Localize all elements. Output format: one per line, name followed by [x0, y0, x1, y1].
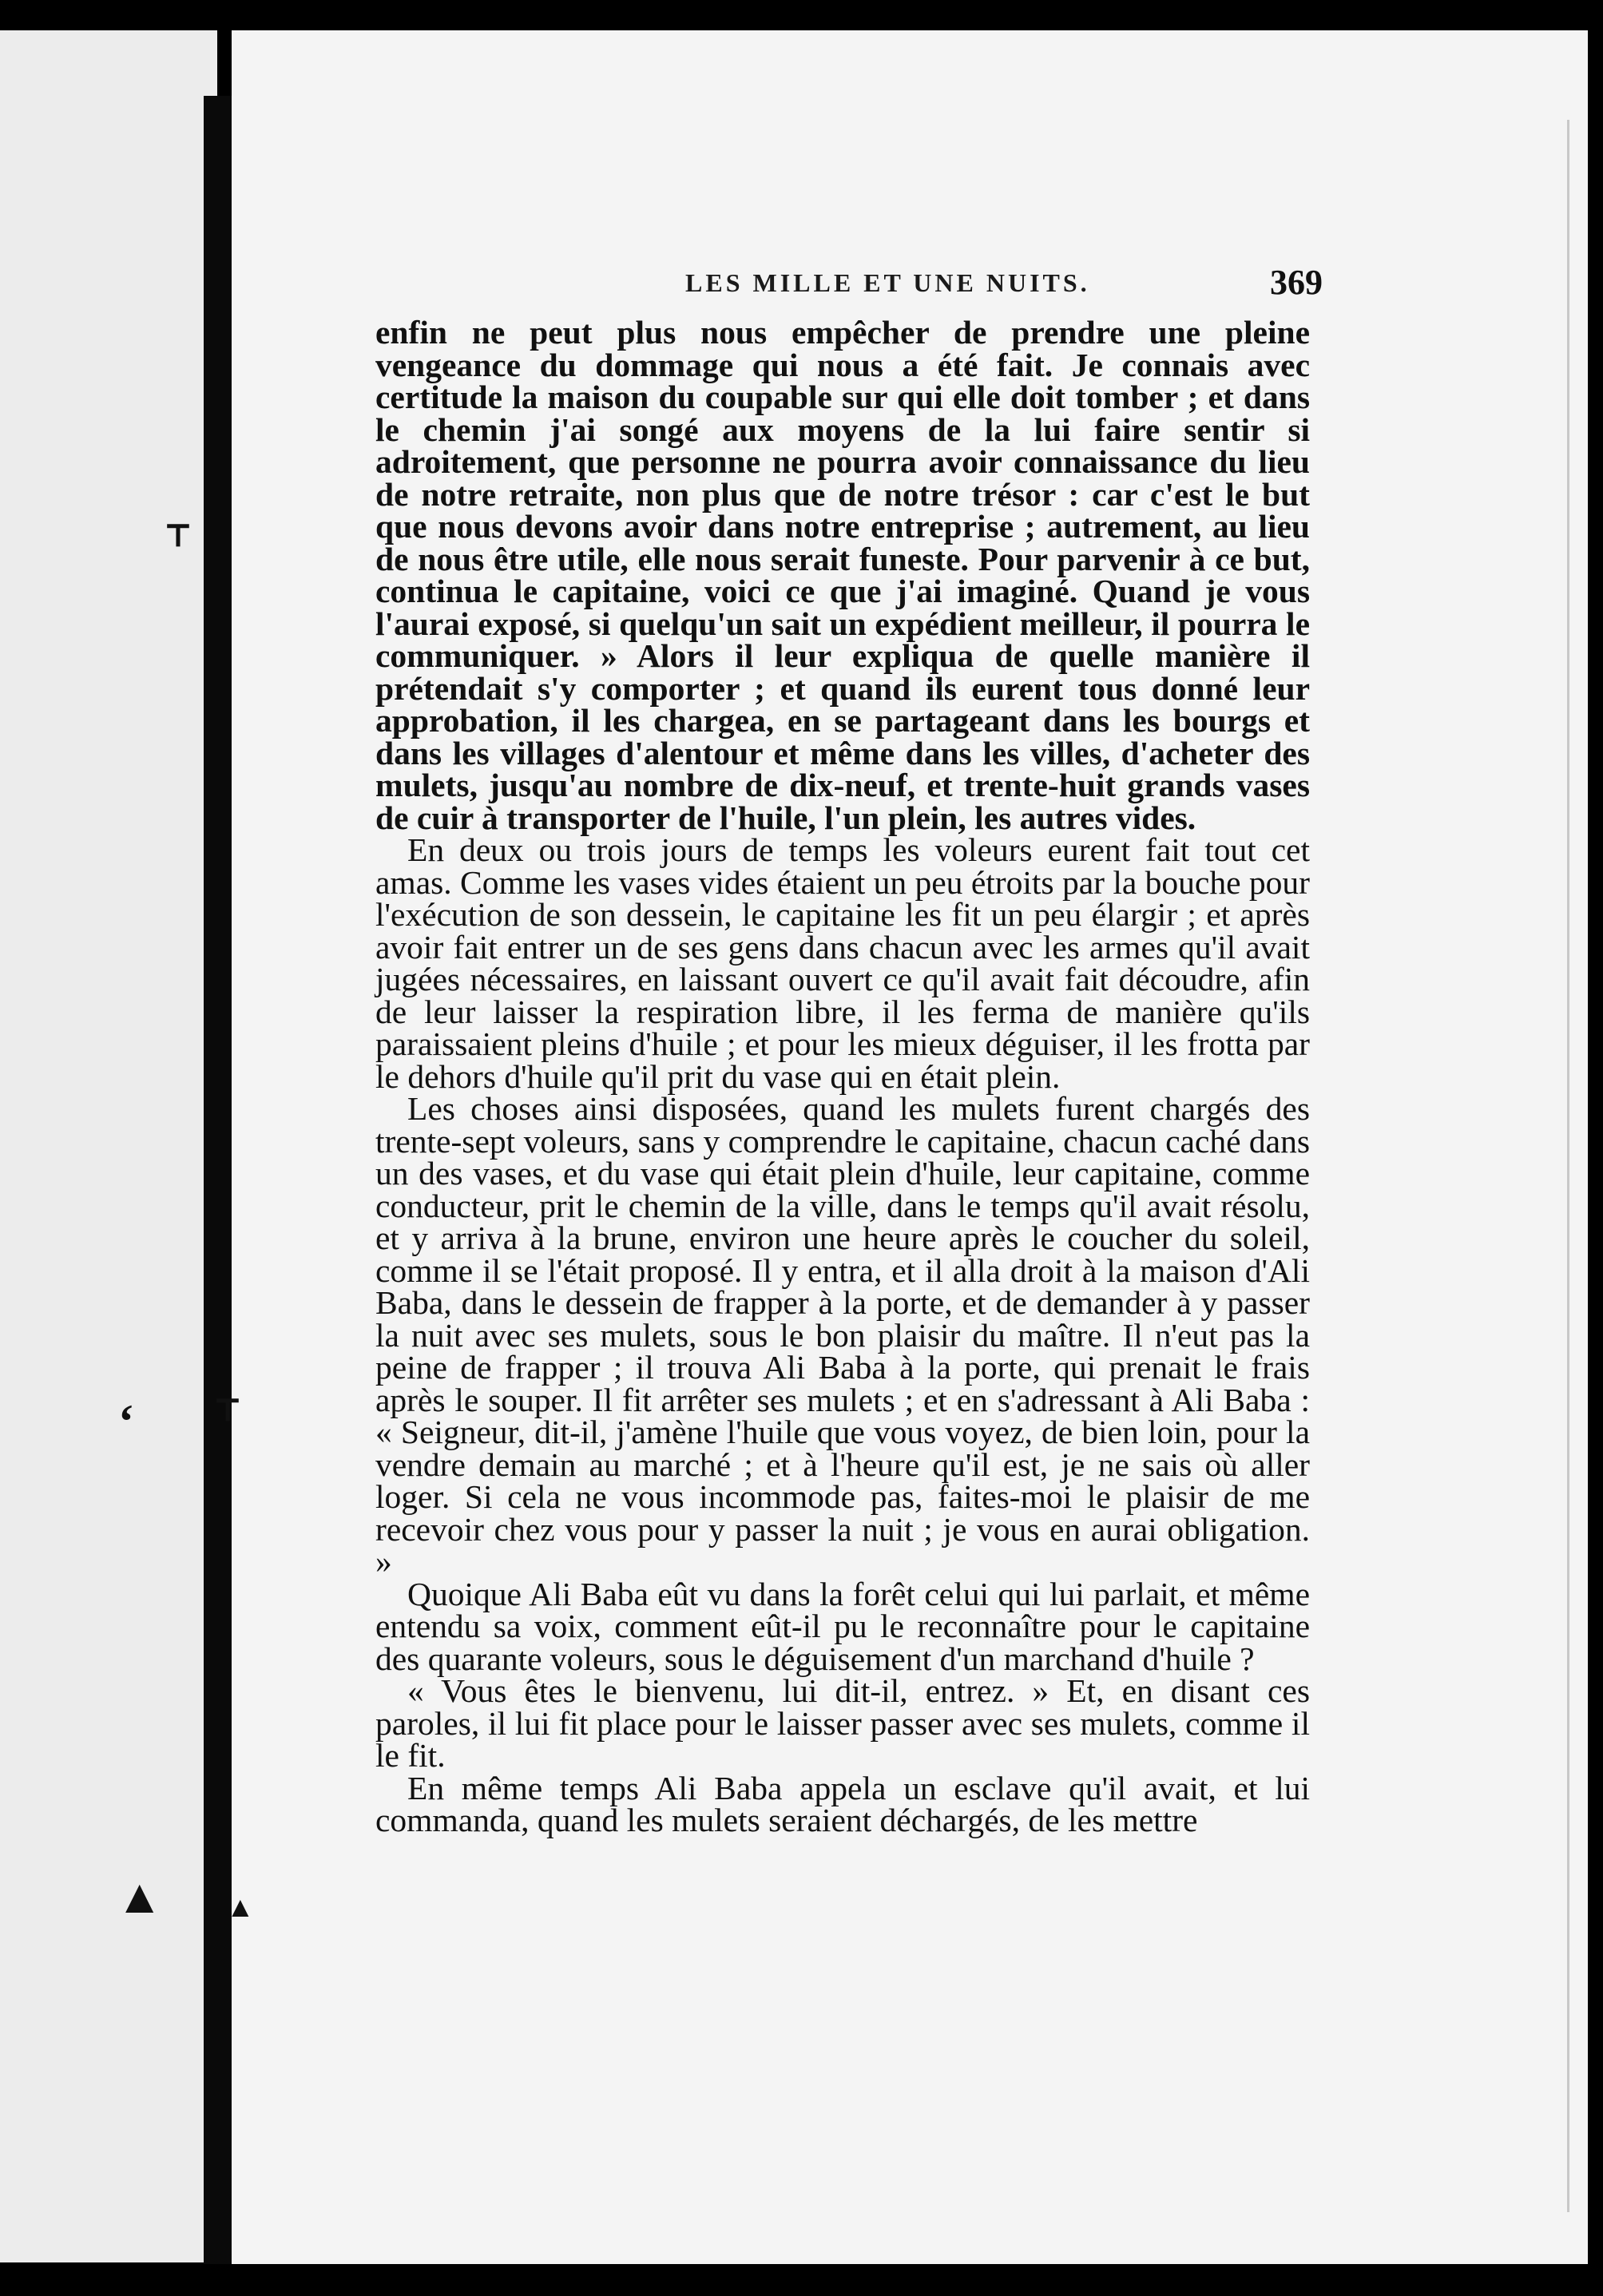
- book-gutter: [204, 96, 234, 2264]
- paragraph-4: Quoique Ali Baba eût vu dans la forêt celui qui lui parlait, et même entendu sa voix, comment eût-il pu le reconnaître pour le capitaine des quarante voleurs, sous le déguisement d'un marchand d'huile ?: [375, 1575, 1310, 1677]
- page-number: 369: [1270, 263, 1323, 302]
- page-right-edge: [1567, 120, 1569, 2212]
- paragraph-1: enfin ne peut plus nous empêcher de prendre une pleine vengeance du dommage qui nous a été fait. Je connais avec certitude la maison du coupable sur qui elle doit tomber ; et dans le chemin j'ai songé aux moyens de la lui faire sentir si adroitement, que personne ne pourra avoir connaissance du lieu de notre retraite, non plus que de notre trésor : car c'est le but que nous devons avoir dans notre entreprise ; autrement, au lieu de nous être utile, elle nous serait funeste. Pour parvenir à ce but, continua le capitaine, voici ce que j'ai imaginé. Quand je vous l'aurai exposé, si quelqu'un sait un expédient meilleur, il pourra le communiquer. » Alors il leur expliqua de quelle manière il prétendait s'y comporter ; et quand ils eurent tous donné leur approbation, il les chargea, en se partageant dans les bourgs et dans les villages d'alentour et même dans les villes, d'acheter des mulets, jusqu'au nombre de dix-neuf, et trente-huit grands vases de cuir à transporter de l'huile, l'un plein, les autres vides.: [375, 314, 1310, 836]
- running-title: LES MILLE ET UNE NUITS.: [685, 268, 1090, 297]
- margin-mark-1: ⸆: [166, 517, 190, 569]
- page-body: [375, 316, 1310, 1837]
- paragraph-6: En même temps Ali Baba appela un esclave qu'il avait, et lui commanda, quand les mulets seraient déchargés, de les mettre: [375, 1769, 1310, 1838]
- margin-mark-5: ▲: [226, 1891, 255, 1923]
- paragraph-5: « Vous êtes le bienvenu, lui dit-il, entrez. » Et, en disant ces paroles, il lui fit place pour le laisser passer avec ses mulets, comme il le fit.: [375, 1672, 1310, 1774]
- paragraph-2: En deux ou trois jours de temps les voleurs eurent fait tout cet amas. Comme les vases vides étaient un peu étroits par la bouche pour l'exécution de son dessein, le capitaine les fit un peu élargir ; et après avoir fait entrer un de ses gens dans chacun avec les armes qu'il avait jugées nécessaires, en laissant ouvert ce qu'il avait fait découdre, afin de leur laisser la respiration libre, il les ferma de manière qu'ils paraissaient pleins d'huile ; et pour les mieux déguiser, il les frotta par le dehors d'huile qu'il prit du vase qui en était plein.: [375, 831, 1310, 1095]
- paragraph-3: Les choses ainsi disposées, quand les mulets furent chargés des trente-sept voleurs, sans y comprendre le capitaine, chacun caché dans un des vases, et du vase qui était plein d'huile, leur capitaine, comme conducteur, prit le chemin de la ville, dans le temps qu'il avait résolu, et y arriva à la brune, environ une heure après le coucher du soleil, comme il se l'était proposé. Il y entra, et il alla droit à la maison d'Ali Baba, dans le dessein de frapper à la porte, et de demander à y passer la nuit avec ses mulets, sous le bon plaisir du maître. Il n'eut pas la peine de frapper ; il trouva Ali Baba à la porte, qui prenait le frais après le souper. Il fit arrêter ses mulets ; et en s'adressant à Ali Baba : « Seigneur, dit-il, j'amène l'huile que vous voyez, de bien loin, pour la vendre demain au marché ; et à l'heure qu'il est, je ne sais où aller loger. Si cela ne vous incommode pas, faites-moi le plaisir de me recevoir chez vous pour y passer la nuit ; je vous en aurai obligation. »: [375, 1090, 1310, 1580]
- facing-page-edge: [0, 30, 217, 2262]
- margin-mark-2: ‘: [118, 1395, 134, 1448]
- margin-mark-3: ⸆: [216, 1391, 240, 1444]
- margin-mark-4: ▲: [116, 1870, 164, 1923]
